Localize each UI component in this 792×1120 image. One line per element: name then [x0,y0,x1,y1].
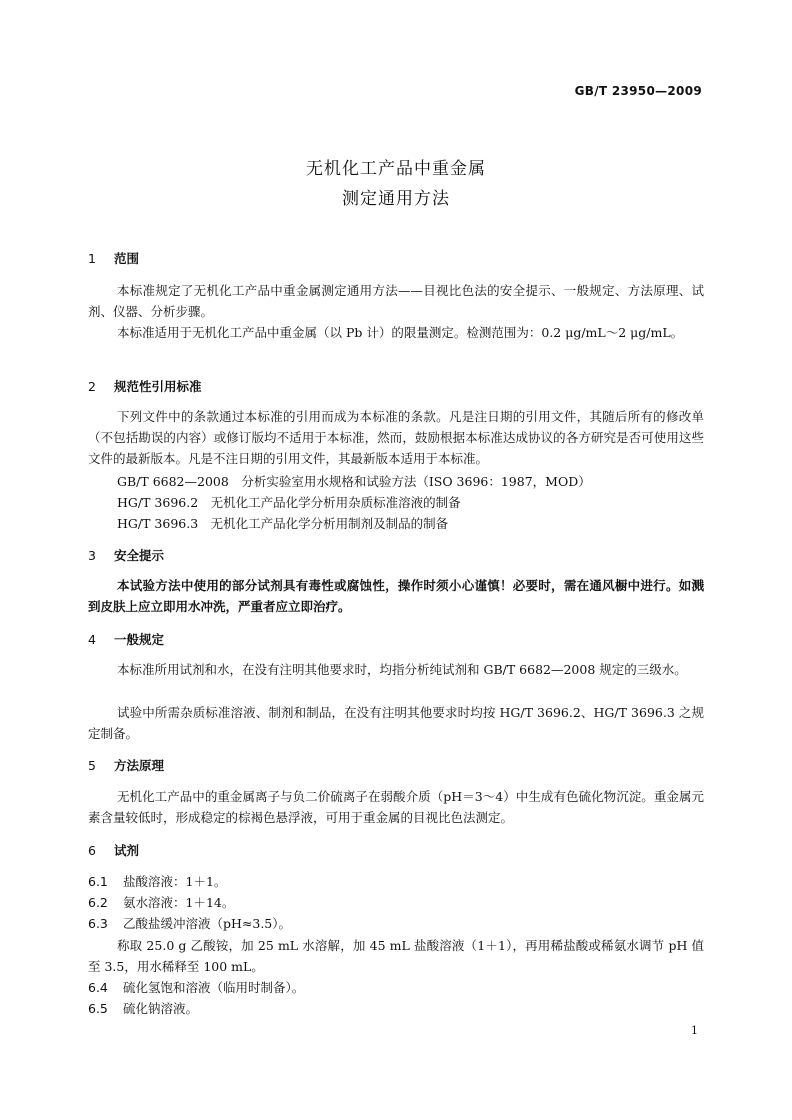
safety-warning-paragraph: 本试验方法中使用的部分试剂具有毒性或腐蚀性，操作时须小心谨慎！必要时，需在通风橱中进行。如溅到皮肤上应立即用水冲洗，严重者应立即治疗。 [88,578,704,614]
section-6-heading [88,841,139,859]
clause-number: 6.3 [88,916,108,931]
clause-6-3 [88,914,291,932]
clause-text: 硫化氢饱和溶液（临用时制备）。 [123,980,305,995]
section-title: 试剂 [114,843,140,858]
clause-6-1 [88,872,226,890]
clause-number: 6.2 [88,895,108,910]
section-number: 5 [88,758,96,773]
section-5-paragraph-1: 无机化工产品中的重金属离子与负二价硫离子在弱酸介质（pH＝3～4）中生成有色硫化物沉淀。重金属元素含量较低时，形成稳定的棕褐色悬浮液，可用于重金属的目视比色法测定。 [88,789,704,825]
clause-text: 氨水溶液：1＋14。 [123,895,235,910]
clause-6-2 [88,893,234,911]
section-number: 6 [88,843,96,858]
section-number: 2 [88,379,96,394]
clause-text: 乙酸盐缓冲溶液（pH≈3.5）。 [123,916,292,931]
section-3-heading [88,546,164,564]
section-1-paragraph-2: 本标准适用于无机化工产品中重金属（以 Pb 计）的限量测定。检测范围为：0.2 μg/mL～2 μg/mL。 [117,325,684,340]
clause-6-4 [88,978,304,996]
reference-item: GB/T 6682—2008 分析实验室用水规格和试验方法（ISO 3696：1987，MOD） [117,474,591,489]
section-2-heading [88,377,202,395]
section-4-paragraph-1: 本标准所用试剂和水，在没有注明其他要求时，均指分析纯试剂和 GB/T 6682—2008 规定的三级水。 [117,662,687,677]
document-title-line1: 无机化工产品中重金属 [306,159,486,179]
clause-6-5 [88,999,198,1017]
section-4-paragraph-2: 试验中所需杂质标准溶液、制剂和制品，在没有注明其他要求时均按 HG/T 3696.2、HG/T 3696.3 之规定制备。 [88,705,704,741]
clause-number: 6.1 [88,874,108,889]
reference-item: HG/T 3696.3 无机化工产品化学分析用制剂及制品的制备 [117,516,449,531]
clause-text: 硫化钠溶液。 [123,1001,199,1016]
section-title: 安全提示 [114,548,165,563]
section-number: 1 [88,251,96,266]
clause-number: 6.5 [88,1001,108,1016]
section-title: 方法原理 [114,758,165,773]
section-number: 4 [88,632,96,647]
section-4-heading [88,630,164,648]
section-number: 3 [88,548,96,563]
page-number: 1 [691,1024,698,1037]
clause-text: 盐酸溶液：1＋1。 [123,874,227,889]
reference-item: HG/T 3696.2 无机化工产品化学分析用杂质标准溶液的制备 [117,495,461,510]
section-title: 范围 [114,251,140,266]
document-title-line2: 测定通用方法 [342,189,450,209]
section-title: 规范性引用标准 [114,379,202,394]
clause-6-3-paragraph: 称取 25.0 g 乙酸铵，加 25 mL 水溶解，加 45 mL 盐酸溶液（1＋1），再用稀盐酸或稀氨水调节 pH 值至 3.5，用水稀释至 100 mL。 [88,938,704,974]
section-2-paragraph-1: 下列文件中的条款通过本标准的引用而成为本标准的条款。凡是注日期的引用文件，其随后所有的修改单（不包括勘误的内容）或修订版均不适用于本标准，然而，鼓励根据本标准达成协议的各方研究是否可使用这些文件的最新版本。凡是不注日期的引用文件，其最新版本适用于本标准。 [88,409,704,466]
section-title: 一般规定 [114,632,165,647]
section-1-paragraph-1: 本标准规定了无机化工产品中重金属测定通用方法——目视比色法的安全提示、一般规定、方法原理、试剂、仪器、分析步骤。 [88,283,704,319]
standard-code: GB/T 23950—2009 [574,84,702,98]
section-1-heading [88,249,139,267]
section-5-heading [88,756,164,774]
clause-number: 6.4 [88,980,108,995]
